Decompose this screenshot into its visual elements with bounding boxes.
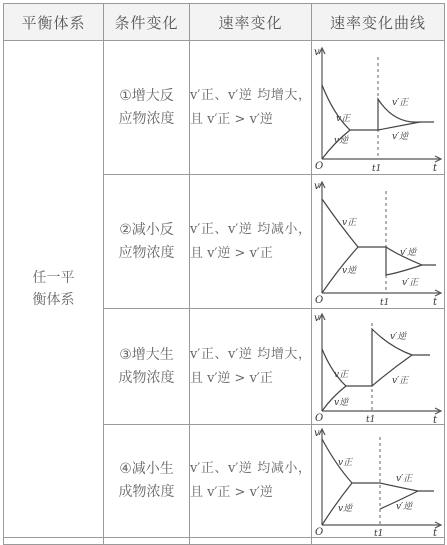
rate-curve-cell [312, 175, 445, 309]
origin-label: O [315, 295, 324, 306]
post-upper-label: v′正 [392, 98, 409, 108]
condition-cell [104, 41, 190, 175]
condition-cell [104, 425, 190, 538]
condition-line: 应物浓度 [118, 244, 175, 261]
pre-lower-label: v逆 [334, 398, 349, 408]
rate-curve-plot [312, 425, 445, 537]
rate-text: v′正、v′逆 均减小，且 v′正 > v′逆 [190, 425, 312, 538]
t1-label: t1 [372, 164, 382, 174]
t1-label: t1 [366, 415, 376, 424]
rate-text: v′正、v′逆 均增大，且 v′逆 > v′正 [190, 309, 312, 425]
rate-curve-plot [312, 309, 445, 424]
system-cell [4, 41, 104, 538]
header-condition: 条件变化 [104, 4, 190, 41]
condition-line: ②减小反 [119, 221, 174, 238]
rate-curve-cell [312, 425, 445, 538]
origin-label: O [315, 413, 324, 424]
post-lower-label: v′逆 [392, 132, 409, 142]
pre-lower-label: v逆 [338, 504, 353, 514]
rate-curve-cell [312, 41, 445, 175]
rate-curve-plot [312, 41, 445, 174]
t-axis-label: t [433, 297, 438, 308]
post-upper-label: v′逆 [390, 332, 407, 342]
v-axis-label: v [314, 313, 320, 324]
condition-cell [104, 175, 190, 309]
v-axis-label: v [314, 47, 320, 58]
condition-line: 应物浓度 [118, 110, 175, 127]
rate-curve-cell [312, 309, 445, 425]
t1-label: t1 [380, 298, 390, 308]
post-lower-label: v′逆 [396, 502, 413, 512]
pre-lower-label: v逆 [334, 136, 349, 146]
condition-line: 成物浓度 [118, 484, 175, 500]
t-axis-label: t [433, 163, 438, 174]
post-lower-label: v′正 [402, 278, 419, 288]
origin-label: O [315, 527, 324, 537]
condition-cell [104, 309, 190, 425]
t1-label: t1 [374, 529, 384, 537]
equilibrium-table [3, 3, 445, 545]
condition-line: ③增大生 [119, 346, 174, 363]
origin-label: O [315, 161, 324, 172]
condition-line: ④减小生 [119, 461, 174, 477]
rate-text: v′正、v′逆 均减小，且 v′逆 > v′正 [190, 175, 312, 309]
header-system: 平衡体系 [4, 4, 104, 41]
post-lower-label: v′正 [392, 376, 409, 386]
pre-upper-label: v正 [336, 114, 351, 124]
table-row [4, 41, 445, 175]
v-axis-label: v [314, 181, 320, 192]
header-rate-curve: 速率变化曲线 [312, 4, 445, 41]
post-upper-label: v′逆 [400, 248, 417, 258]
system-label-line1: 任一平 [32, 270, 75, 286]
post-upper-label: v′正 [396, 474, 413, 484]
system-label-line2: 衡体系 [32, 292, 75, 308]
rate-curve-plot [312, 175, 445, 308]
rate-text: v′正、v′逆 均增大，且 v′正 > v′逆 [190, 41, 312, 175]
t-axis-label: t [433, 415, 438, 424]
condition-line: ①增大反 [119, 87, 174, 104]
pre-upper-label: v正 [342, 218, 357, 228]
v-axis-label: v [314, 428, 320, 439]
t-axis-label: t [433, 528, 438, 537]
pre-lower-label: v逆 [342, 266, 357, 276]
pre-upper-label: v正 [334, 370, 349, 380]
pre-upper-label: v正 [338, 458, 353, 468]
header-row [4, 4, 445, 41]
header-rate-change: 速率变化 [190, 4, 312, 41]
condition-line: 成物浓度 [118, 369, 175, 386]
